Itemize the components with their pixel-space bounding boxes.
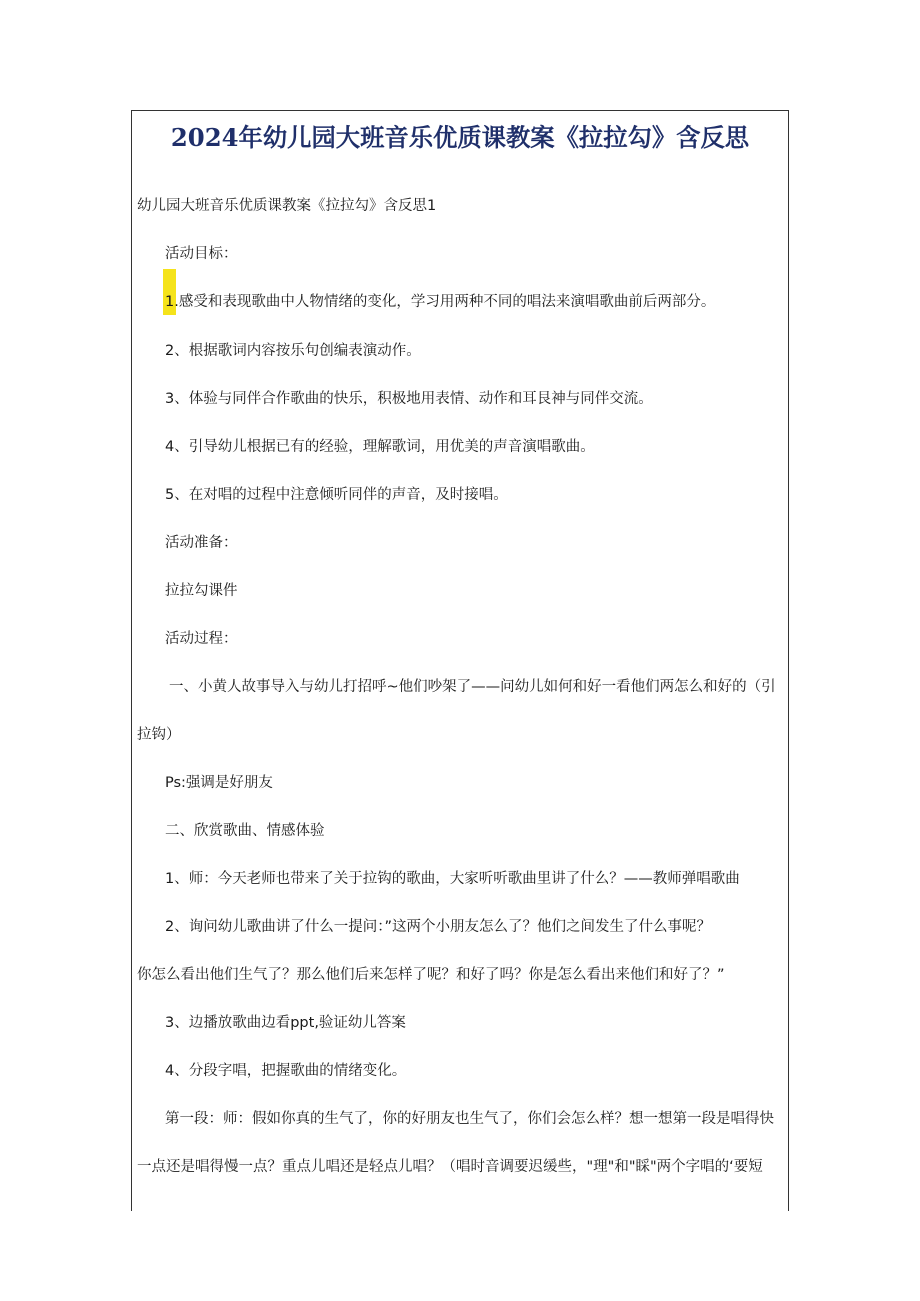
paragraph: 你怎么看出他们生气了？那么他们后来怎样了呢？和好了吗？你是怎么看出来他们和好了？” <box>137 967 725 983</box>
paragraph: 拉钩） <box>137 727 181 743</box>
document-title: 2024年幼儿园大班音乐优质课教案《拉拉勾》含反思 <box>170 123 750 152</box>
paragraph: 4、分段字唱，把握歌曲的情绪变化。 <box>165 1063 407 1079</box>
paragraph: 第一段：师：假如你真的生气了，你的好朋友也生气了，你们会怎么样？想一想第一段是唱得快 <box>165 1111 774 1127</box>
paragraph-process-label: 活动过程： <box>165 631 238 647</box>
goal-item: 5、在对唱的过程中注意倾听同伴的声音，及时接唱。 <box>165 487 508 503</box>
paragraph: Ps:强调是好朋友 <box>165 775 273 791</box>
goal-item: 3、体验与同伴合作歌曲的快乐，积极地用表情、动作和耳艮神与同伴交流。 <box>165 391 653 407</box>
paragraph: 一、小黄人故事导入与幼儿打招呼~他们吵架了——问幼儿如何和好一看他们两怎么和好的（引 <box>169 679 776 695</box>
paragraph: 拉拉勾课件 <box>165 583 238 599</box>
paragraph: 1、师：今天老师也带来了关于拉钩的歌曲，大家听听歌曲里讲了什么？——教师弹唱歌曲 <box>165 871 740 887</box>
paragraph-prep-label: 活动准备： <box>165 535 238 551</box>
paragraph: 二、欣赏歌曲、情感体验 <box>165 823 325 839</box>
paragraph: 3、边播放歌曲边看ppt,验证幼儿答案 <box>165 1015 406 1031</box>
paragraph: 2、询问幼儿歌曲讲了什么一提问：”这两个小朋友怎么了？他们之间发生了什么事呢？ <box>165 919 711 935</box>
goal-item: 1.感受和表现歌曲中人物情绪的变化，学习用两种不同的唱法来演唱歌曲前后两部分。 <box>165 294 716 310</box>
paragraph-goals-label: 活动目标： <box>165 246 238 262</box>
page-frame <box>131 110 789 1211</box>
goal-item: 2、根据歌词内容按乐句创编表演动作。 <box>165 343 421 359</box>
goal-item: 4、引导幼儿根据已有的经验，理解歌词，用优美的声音演唱歌曲。 <box>165 439 595 455</box>
section-heading: 幼儿园大班音乐优质课教案《拉拉勾》含反思1 <box>137 198 437 214</box>
paragraph: 一点还是唱得慢一点？重点儿唱还是轻点儿唱？（唱时音调要迟缓些，"理"和"睬"两个字唱的‘要短 <box>137 1159 763 1175</box>
